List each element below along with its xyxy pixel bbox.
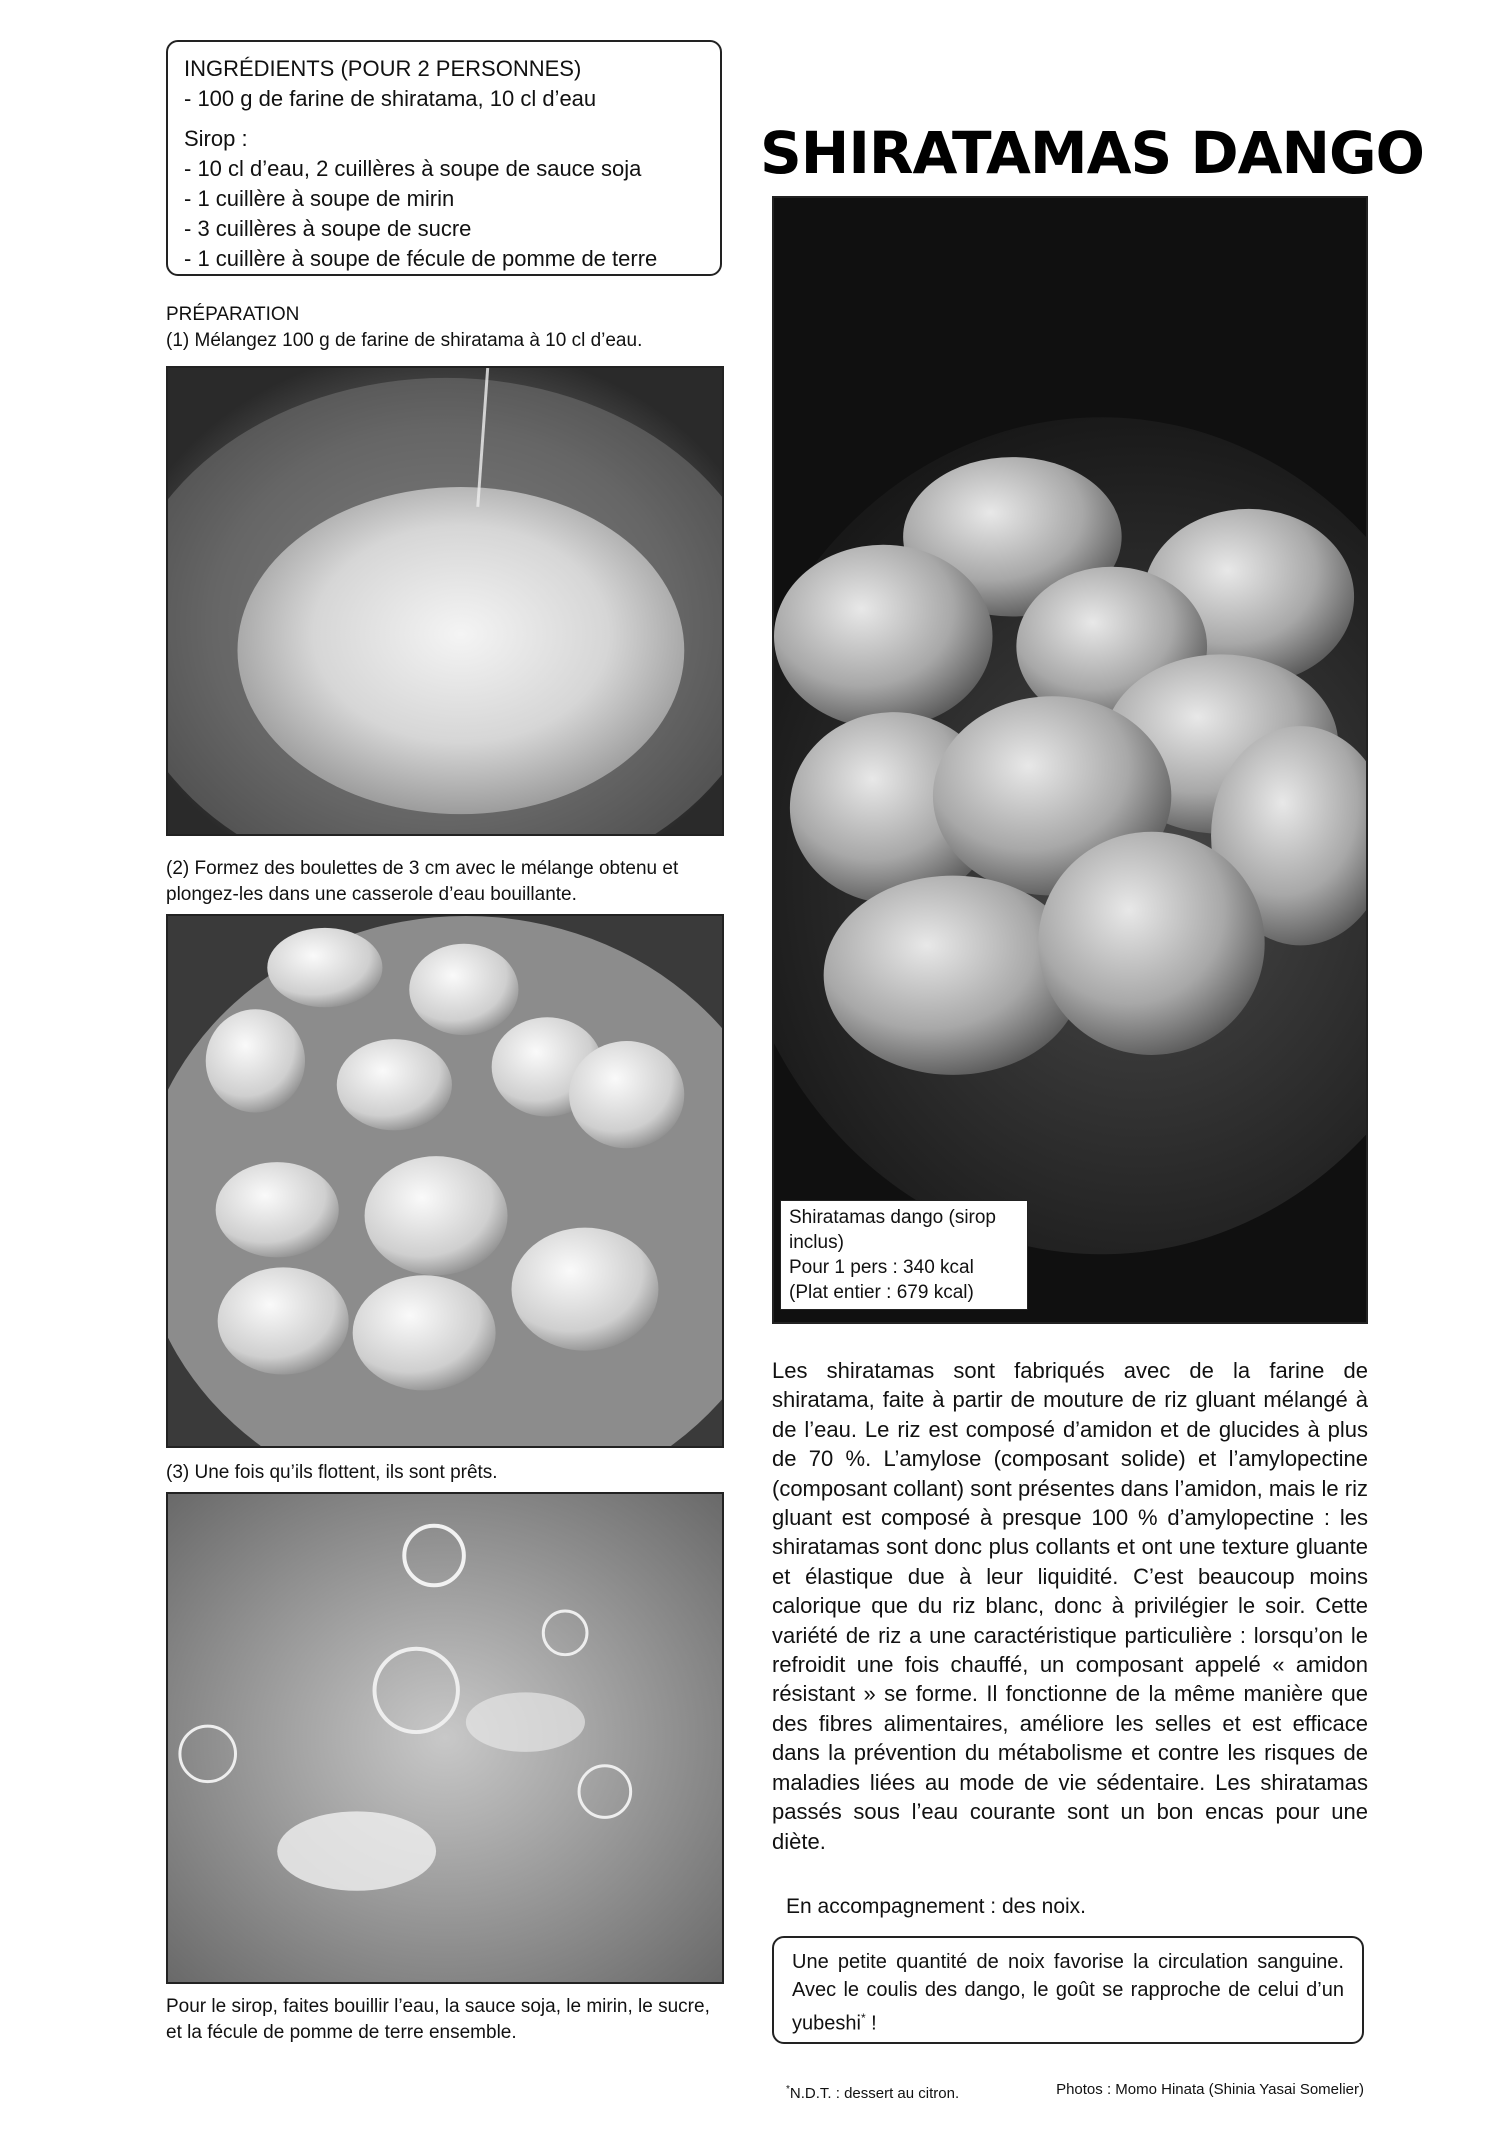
- tip-text: Une petite quantité de noix favorise la circulation sanguine. Avec le coulis des dango, le goût se rapproche de celui d’un yubeshi: [792, 1951, 1344, 2035]
- tip-end: !: [865, 2012, 877, 2035]
- step-3-text: (3) Une fois qu’ils flottent, ils sont prêts.: [166, 1462, 498, 1483]
- page-title: SHIRATAMAS DANGO: [760, 119, 1424, 187]
- photo-main-dango: [772, 196, 1368, 1324]
- footnote-marker: *: [786, 2084, 790, 2095]
- main-photo-caption: [780, 1200, 1028, 1310]
- caption-calories-per-person: Pour 1 pers : 340 kcal: [789, 1257, 974, 1278]
- tip-box: [772, 1936, 1364, 2044]
- syrup-item: - 10 cl d’eau, 2 cuillères à soupe de sauce soja: [184, 156, 642, 181]
- syrup-heading: Sirop :: [184, 126, 248, 151]
- caption-line: Shiratamas dango (sirop: [789, 1207, 996, 1228]
- syrup-item: - 1 cuillère à soupe de mirin: [184, 186, 455, 211]
- dough-balls-icon: [168, 916, 722, 1446]
- photo-step-1: [166, 366, 724, 836]
- ingredients-main: - 100 g de farine de shiratama, 10 cl d’eau: [184, 86, 597, 111]
- photo-credits: Photos : Momo Hinata (Shinia Yasai Somelier): [1056, 2081, 1364, 2098]
- syrup-step-text: Pour le sirop, faites bouillir l’eau, la sauce soja, le mirin, le sucre, et la fécule de pomme de terre ensemble.: [166, 1996, 710, 2043]
- dango-plate-icon: [774, 198, 1366, 1322]
- step-1-text: (1) Mélangez 100 g de farine de shiratama à 10 cl d’eau.: [166, 330, 643, 351]
- body-paragraph: Les shiratamas sont fabriqués avec de la farine de shiratama, faite à partir de mouture de riz gluant mélangé à de l’eau. Le riz est composé d’amidon et de glucides à plus de 70 %. L’amylose (composant solide) et l’amylopectine (composant collant) sont présentes dans l’amidon, mais le riz gluant est composé à presque 100 % d’amylopectine : les shiratamas sont donc plus collants et ont une texture gluante et élastique due à leur liquidité. C’est beaucoup moins calorique que du riz blanc, donc à privilégier le soir. Cette variété de riz a une caractéristique particulière : lorsqu’on le refroidit une fois chauffé, un composant appelé « amidon résistant » se forme. Il fonctionne de la même manière que des fibres alimentaires, améliore les selles et est efficace dans la prévention du métabolisme et contre les risques de maladies liées au mode de vie sédentaire. Les shiratamas passés sous l’eau courante sont un bon encas pour une diète.: [772, 1358, 1368, 1854]
- syrup-item: - 1 cuillère à soupe de fécule de pomme de terre: [184, 246, 658, 271]
- ingredients-box: [166, 40, 722, 276]
- caption-calories-total: (Plat entier : 679 kcal): [789, 1282, 974, 1303]
- photo-step-2: [166, 914, 724, 1448]
- ingredients-heading: INGRÉDIENTS (POUR 2 PERSONNES): [184, 56, 582, 81]
- caption-line: inclus): [789, 1232, 844, 1253]
- step-2-text: (2) Formez des boulettes de 3 cm avec le mélange obtenu et plongez-les dans une casserole d’eau bouillante.: [166, 858, 679, 905]
- syrup-item: - 3 cuillères à soupe de sucre: [184, 216, 472, 241]
- footnote: [786, 2080, 959, 2104]
- footnote-text: N.D.T. : dessert au citron.: [789, 2085, 960, 2102]
- accompaniment-text: En accompagnement : des noix.: [786, 1895, 1087, 1918]
- preparation-heading: PRÉPARATION: [166, 304, 300, 325]
- bowl-flour-icon: [168, 368, 722, 834]
- footnote-marker: *: [860, 2011, 866, 2025]
- boiling-water-icon: [168, 1494, 722, 1982]
- photo-step-3: [166, 1492, 724, 1984]
